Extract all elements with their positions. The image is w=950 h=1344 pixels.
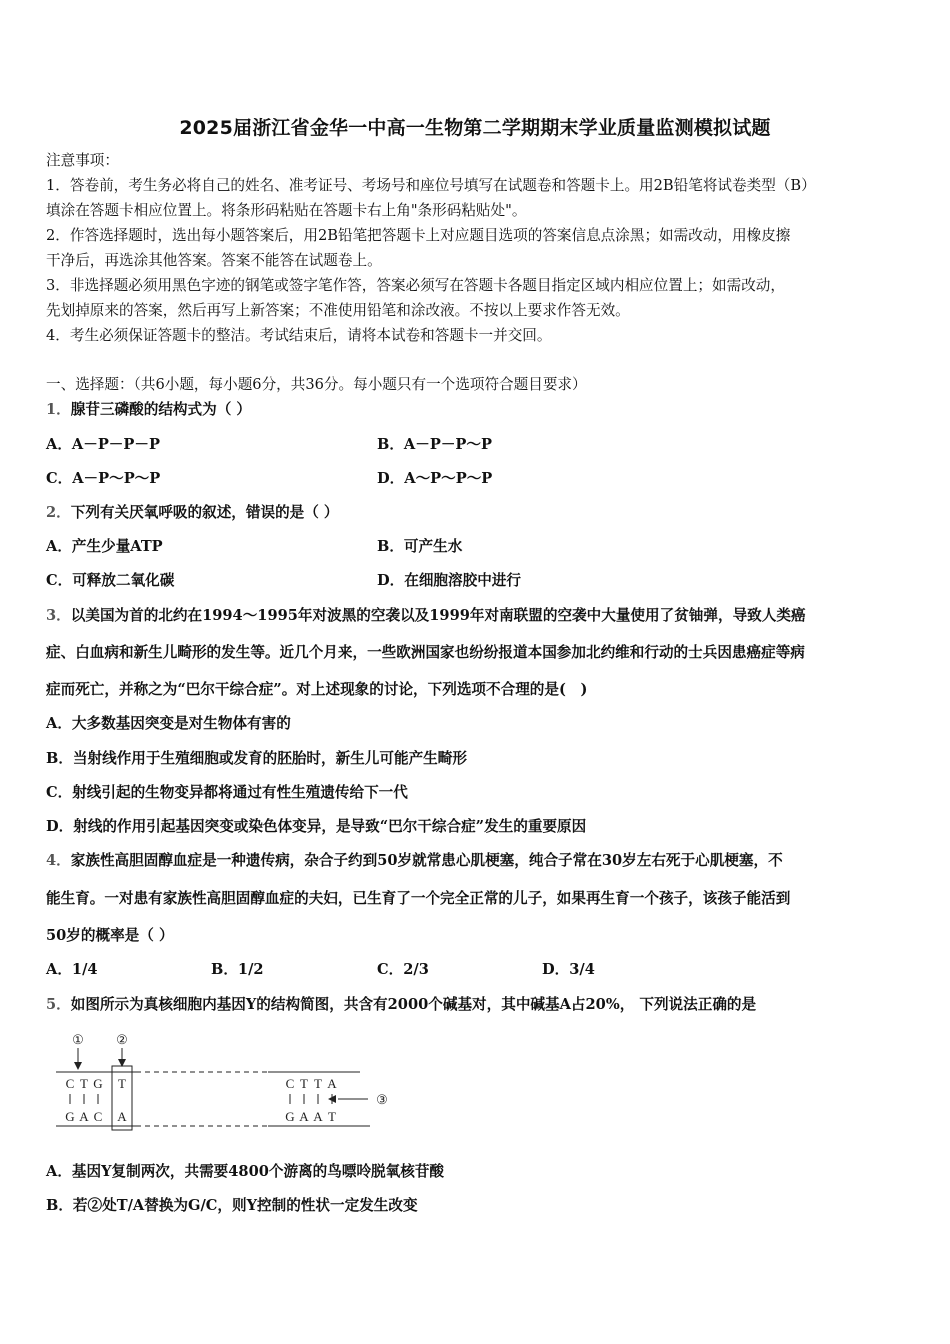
question-stem: 下列有关厌氧呼吸的叙述，错误的是（ ） — [70, 504, 339, 521]
q4-option-a[interactable]: A．1/4 — [46, 961, 98, 978]
notice-line: 1．答卷前，考生务必将自己的姓名、准考证号、考场号和座位号填写在试题卷和答题卡上。用2B铅笔将试卷类型（B） — [46, 177, 816, 194]
q2-option-a[interactable]: A．产生少量ATP — [46, 538, 163, 555]
q1-option-d[interactable]: D．A～P～P～P — [377, 470, 493, 487]
base: T — [118, 1076, 126, 1091]
q1-option-c[interactable]: C．A－P～P～P — [46, 470, 161, 487]
notice-heading: 注意事项： — [46, 152, 119, 169]
section-heading: 一、选择题：（共6小题，每小题6分，共36分。每小题只有一个选项符合题目要求） — [46, 376, 587, 393]
question-stem-line: 50岁的概率是（ ） — [46, 927, 174, 944]
base: C — [65, 1076, 75, 1091]
question-stem-line: 能生育。一对患有家族性高胆固醇血症的夫妇，已生育了一个完全正常的儿子，如果再生育一个孩子，该孩子能活到 — [46, 890, 791, 907]
question-number: 2． — [46, 504, 71, 521]
question-3 — [46, 606, 912, 626]
question-number: 4． — [46, 852, 71, 869]
question-stem: 如图所示为真核细胞内基因Y的结构简图，共含有2000个碱基对，其中碱基A占20%， 下列说法正确的是 — [70, 996, 757, 1013]
q4-option-d[interactable]: D．3/4 — [542, 961, 595, 978]
marker-1: ① — [72, 1032, 84, 1047]
question-number: 5． — [46, 996, 71, 1013]
question-stem: 腺苷三磷酸的结构式为（ ） — [70, 401, 251, 418]
q3-option-d[interactable]: D．射线的作用引起基因突变或染色体变异，是导致“巴尔干综合症”发生的重要原因 — [46, 818, 587, 835]
question-4 — [46, 851, 912, 871]
question-2 — [46, 503, 912, 523]
question-1 — [46, 400, 912, 420]
base: C — [285, 1076, 295, 1091]
base: A — [327, 1076, 337, 1091]
q3-option-c[interactable]: C．射线引起的生物变异都将通过有性生殖遗传给下一代 — [46, 784, 408, 801]
q1-option-b[interactable]: B．A－P－P～P — [377, 436, 492, 453]
question-stem: 以美国为首的北约在1994～1995年对波黑的空袭以及1999年对南联盟的空袭中大量使用了贫铀弹，导致人类癌 — [70, 607, 806, 624]
q3-option-b[interactable]: B．当射线作用于生殖细胞或发育的胚胎时，新生儿可能产生畸形 — [46, 750, 467, 767]
base: G — [285, 1109, 295, 1124]
base: C — [93, 1109, 103, 1124]
question-number: 1． — [46, 401, 71, 418]
notice-line: 干净后，再选涂其他答案。答案不能答在试题卷上。 — [46, 252, 382, 269]
notice-line: 填涂在答题卡相应位置上。将条形码粘贴在答题卡右上角"条形码粘贴处"。 — [46, 202, 527, 219]
arrowhead-1 — [74, 1062, 82, 1070]
q1-option-a[interactable]: A．A－P－P－P — [46, 436, 160, 453]
notice-line: 2．作答选择题时，选出每小题答案后，用2B铅笔把答题卡上对应题目选项的答案信息点涂黑；如需改动，用橡皮擦 — [46, 227, 791, 244]
question-stem-line: 症、白血病和新生儿畸形的发生等。近几个月来，一些欧洲国家也纷纷报道本国参加北约维和行动的士兵因患癌症等病 — [46, 644, 805, 661]
q2-option-d[interactable]: D．在细胞溶胶中进行 — [377, 572, 522, 589]
base: T — [314, 1076, 322, 1091]
base: A — [117, 1109, 127, 1124]
q4-option-c[interactable]: C．2/3 — [377, 961, 429, 978]
q3-option-a[interactable]: A．大多数基因突变是对生物体有害的 — [46, 715, 291, 732]
page-title: 2025届浙江省金华一中高一生物第二学期期末学业质量监测模拟试题 — [179, 117, 771, 139]
notice-line: 4．考生必须保证答题卡的整洁。考试结束后，请将本试卷和答题卡一并交回。 — [46, 327, 552, 344]
question-5 — [46, 995, 912, 1015]
base: A — [313, 1109, 323, 1124]
question-stem: 家族性高胆固醇血症是一种遗传病，杂合子约到50岁就常患心肌梗塞，纯合子常在30岁左右死于心肌梗塞，不 — [70, 852, 783, 869]
base: T — [300, 1076, 308, 1091]
q5-option-a[interactable]: A．基因Y复制两次，共需要4800个游离的鸟嘌呤脱氧核苷酸 — [46, 1163, 445, 1180]
base: T — [80, 1076, 88, 1091]
q4-option-b[interactable]: B．1/2 — [211, 961, 264, 978]
marker-2: ② — [116, 1032, 128, 1047]
base: G — [93, 1076, 103, 1091]
question-stem-line: 症而死亡，并称之为“巴尔干综合症”。对上述现象的讨论，下列选项不合理的是( ) — [46, 681, 588, 698]
base: G — [65, 1109, 75, 1124]
base: A — [79, 1109, 89, 1124]
q2-option-b[interactable]: B．可产生水 — [377, 538, 463, 555]
q2-option-c[interactable]: C．可释放二氧化碳 — [46, 572, 175, 589]
notice-line: 3．非选择题必须用黑色字迹的钢笔或签字笔作答，答案必须写在答题卡各题目指定区域内相应位置上；如需改动， — [46, 277, 785, 294]
base: T — [328, 1109, 336, 1124]
marker-3: ③ — [376, 1092, 388, 1107]
question-number: 3． — [46, 607, 71, 624]
gene-structure-figure — [40, 1028, 410, 1140]
notice-line: 先划掉原来的答案，然后再写上新答案；不准使用铅笔和涂改液。不按以上要求作答无效。 — [46, 302, 630, 319]
q5-option-b[interactable]: B．若②处T/A替换为G/C，则Y控制的性状一定发生改变 — [46, 1197, 418, 1214]
base: A — [299, 1109, 309, 1124]
